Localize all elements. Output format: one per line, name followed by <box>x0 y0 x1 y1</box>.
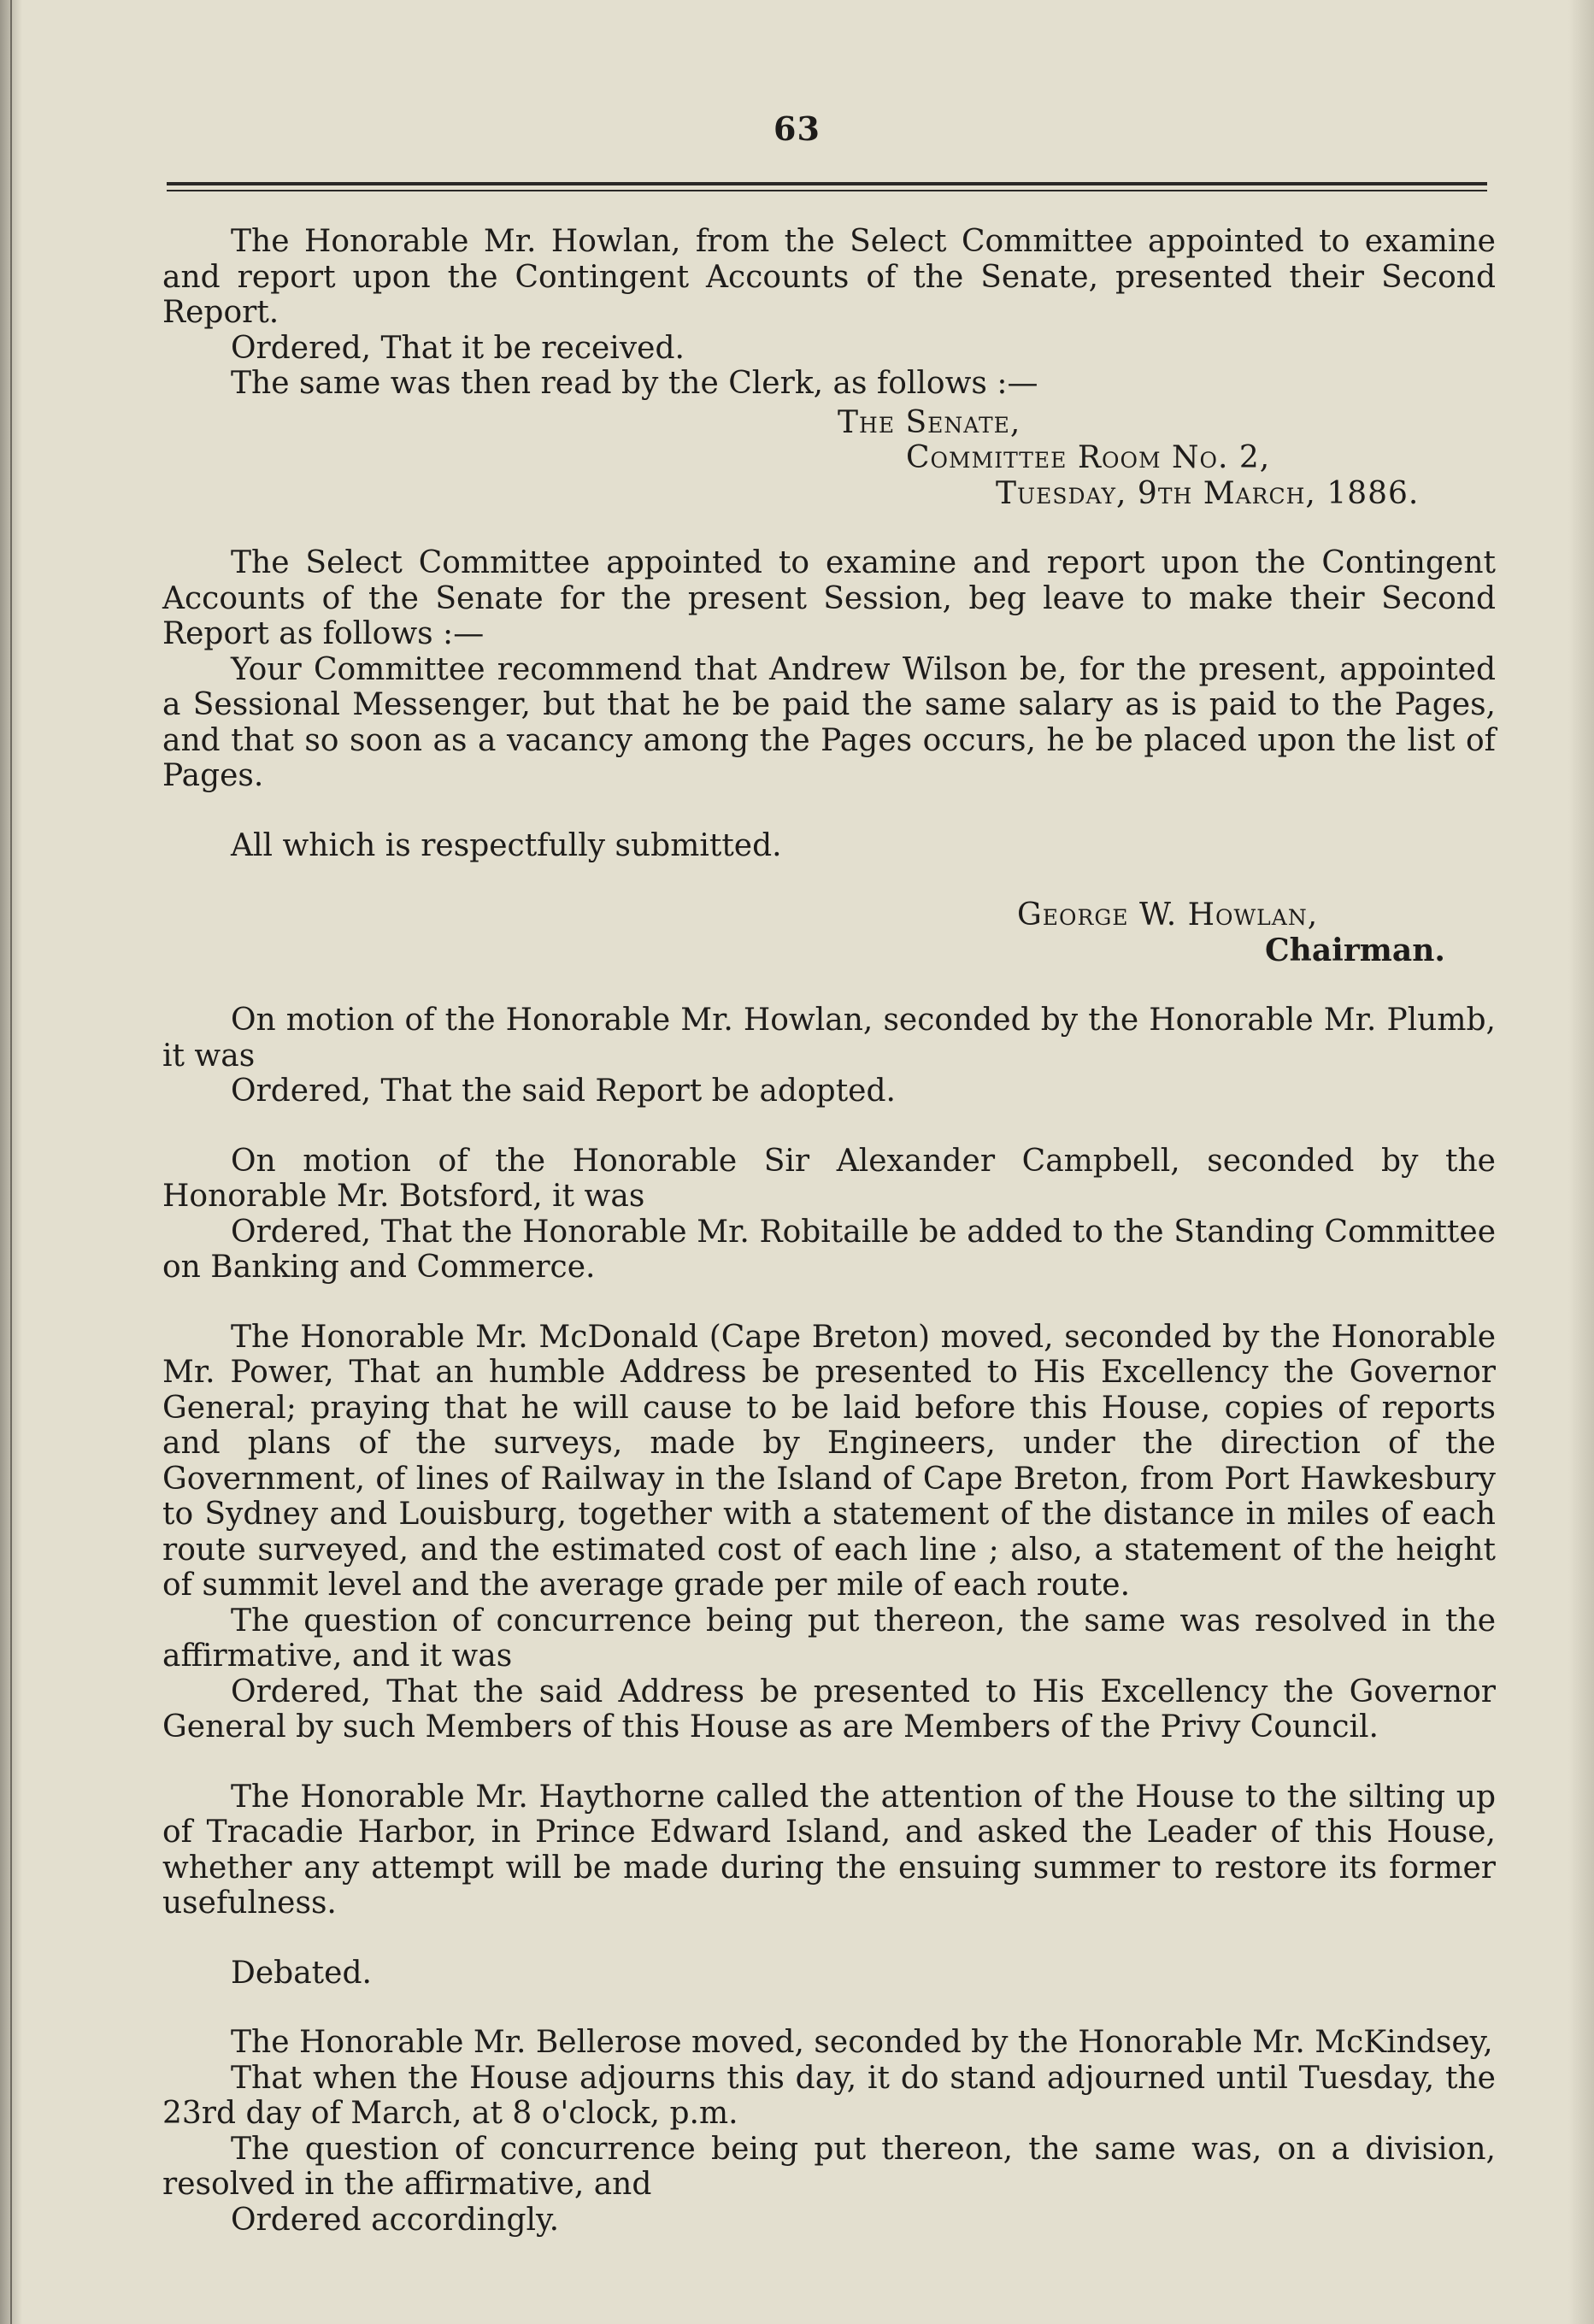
address-date: Tuesday, 9th March, 1886. <box>996 475 1420 511</box>
address-senate: The Senate, <box>838 404 1021 440</box>
report-address-block <box>162 405 1496 512</box>
paragraph-ordered-received: Ordered, That it be received. <box>231 330 685 366</box>
page-body <box>162 224 1496 2238</box>
signature-title: Chairman. <box>1265 932 1445 968</box>
paragraph-concurrence-2: The question of concurrence being put thereon, the same was, on a division, resolved in the affirmative, and <box>162 2131 1496 2202</box>
paragraph-motion-howlan: On motion of the Honorable Mr. Howlan, seconded by the Honorable Mr. Plumb, it was <box>162 1003 1496 1074</box>
paragraph-ordered-accordingly: Ordered accordingly. <box>231 2202 560 2238</box>
paragraph-debated: Debated. <box>231 1955 372 1991</box>
paragraph-bellerose-motion: The Honorable Mr. Bellerose moved, seconded by the Honorable Mr. McKindsey, <box>231 2025 1493 2060</box>
paragraph-address-presented: Ordered, That the said Address be presented to His Excellency the Governor General by such Members of this House as are Members of the Privy Council. <box>162 1674 1496 1744</box>
paragraph-read-by-clerk: The same was then read by the Clerk, as follows :— <box>231 366 1038 401</box>
paragraph-report-adopted: Ordered, That the said Report be adopted. <box>231 1074 896 1109</box>
page-edge <box>1568 0 1594 2324</box>
paragraph-mcdonald-address: The Honorable Mr. McDonald (Cape Breton) moved, seconded by the Honorable Mr. Power, That an humble Address be presented to His Excellency the Governor General; praying that he will cause to be laid before this House, copies of reports and plans of the surveys, made by Engineers, under the direction of the Government, of lines of Railway in the Island of Cape Breton, from Port Hawkesbury to Sydney and Louisburg, together with a statement of the distance in miles of each route surveyed, and the estimated cost of each line ; also, a statement of the height of summit level and the average grade per mile of each route. <box>162 1319 1496 1603</box>
gutter-line <box>10 0 12 2324</box>
header-rule-thick <box>167 182 1487 185</box>
paragraph-motion-campbell: On motion of the Honorable Sir Alexander Campbell, seconded by the Honorable Mr. Botsford, it was <box>162 1143 1496 1214</box>
page-number: 63 <box>773 109 821 148</box>
paragraph-haythorne-question: The Honorable Mr. Haythorne called the attention of the House to the silting up of Tracadie Harbor, in Prince Edward Island, and asked the Leader of this House, whether any attempt will be made during the ensuing summer to restore its former usefulness. <box>162 1779 1496 1921</box>
signature-name: George W. Howlan, <box>1017 897 1319 933</box>
paragraph-adjournment: That when the House adjourns this day, it do stand adjourned until Tuesday, the 23rd day of March, at 8 o'clock, p.m. <box>162 2060 1496 2131</box>
binding-gutter <box>0 0 22 2324</box>
paragraph-recommendation: Your Committee recommend that Andrew Wilson be, for the present, appointed a Sessional Messenger, but that he be paid the same salary as is paid to the Pages, and that so soon as a vacancy among the Pages occurs, he be placed upon the list of Pages. <box>162 651 1496 793</box>
paragraph-report-intro: The Select Committee appointed to examine and report upon the Contingent Accounts of the Senate for the present Session, beg leave to make their Second Report as follows :— <box>162 545 1496 651</box>
address-committee-room: Committee Room No. 2, <box>906 440 1271 475</box>
header-rule-thin <box>167 190 1487 191</box>
paragraph-report-presented: The Honorable Mr. Howlan, from the Select Committee appointed to examine and report upon the Contingent Accounts of the Senate, presented their Second Report. <box>162 224 1496 330</box>
paragraph-concurrence-1: The question of concurrence being put thereon, the same was resolved in the affirmative, and it was <box>162 1603 1496 1674</box>
paragraph-robitaille-added: Ordered, That the Honorable Mr. Robitaille be added to the Standing Committee on Banking and Commerce. <box>162 1214 1496 1285</box>
paragraph-submitted: All which is respectfully submitted. <box>231 827 782 863</box>
